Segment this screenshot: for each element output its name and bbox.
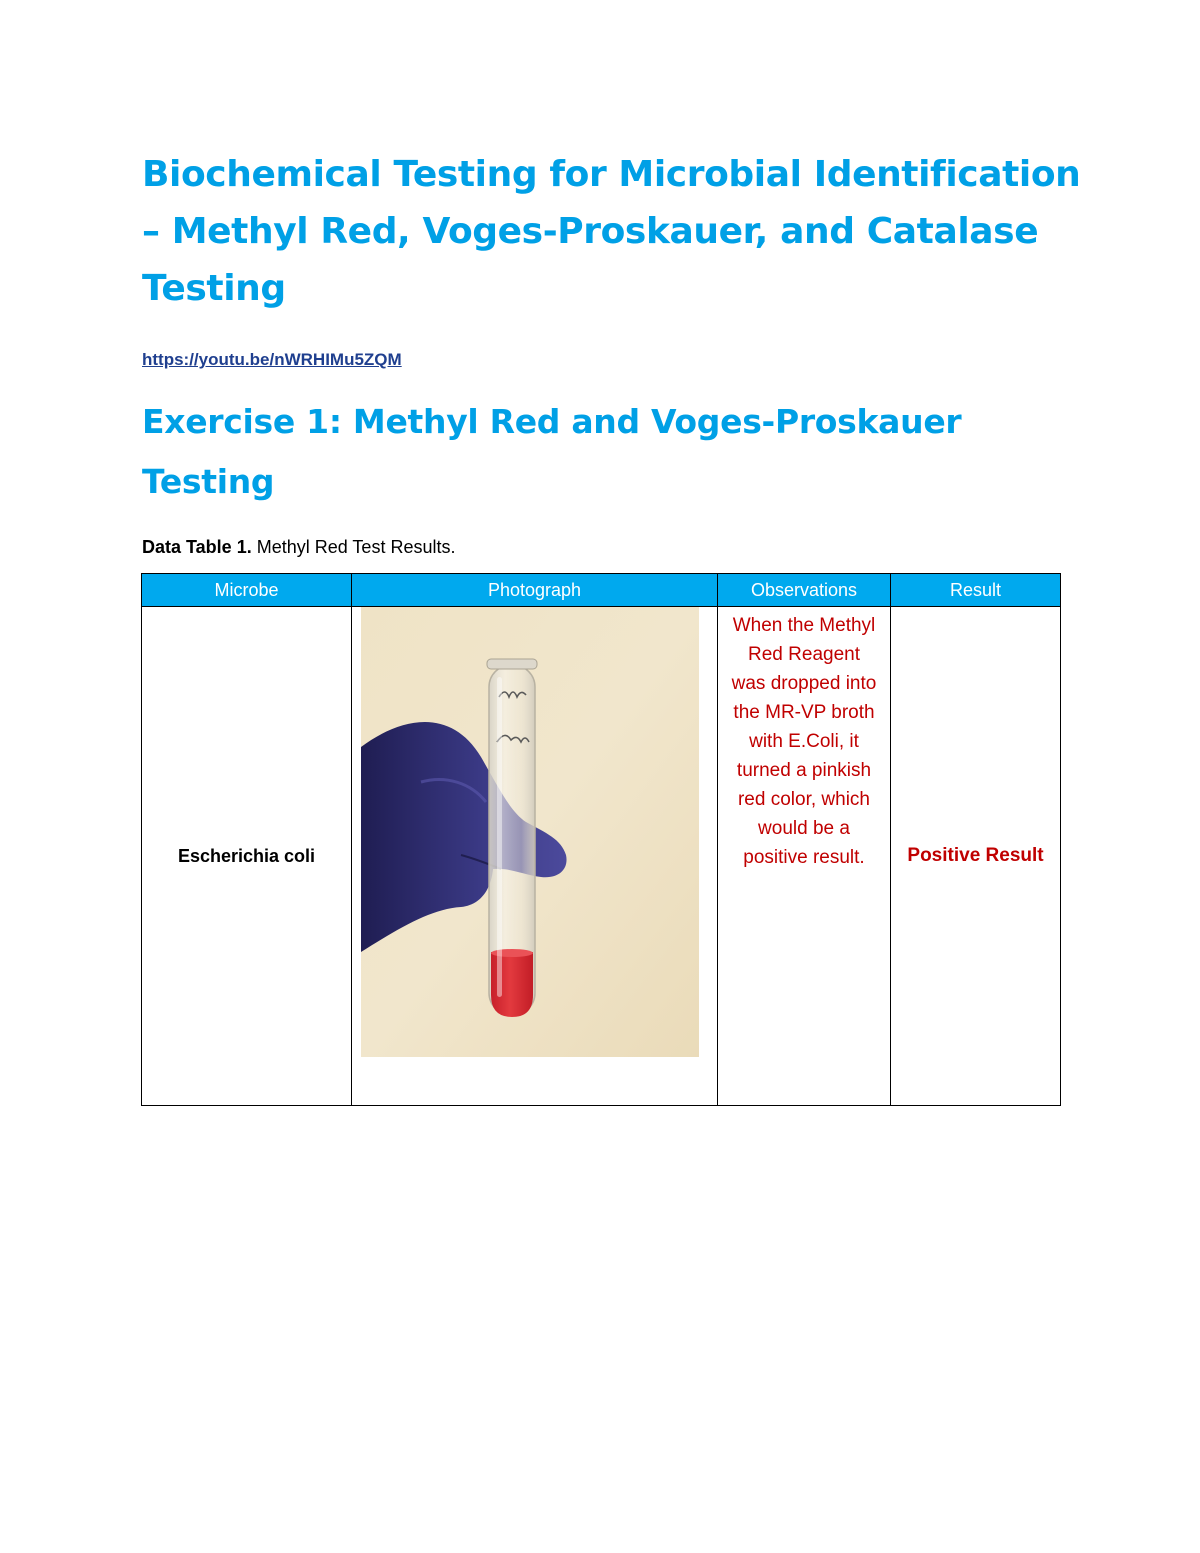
result-cell: Positive Result [891, 607, 1061, 1106]
table-caption [142, 537, 455, 558]
document-title: Biochemical Testing for Microbial Identification – Methyl Red, Voges-Proskauer, and Catalase Testing [142, 154, 1081, 309]
observations-text: When the Methyl Red Reagent was dropped into the MR-VP broth with E.Coli, it turned a pinkish red color, which would be a positive result. [731, 615, 877, 868]
observations-cell [718, 607, 891, 1106]
photograph-cell [352, 607, 718, 1106]
header-photograph: Photograph [352, 574, 718, 607]
video-link[interactable]: https://youtu.be/nWRHIMu5ZQM [142, 350, 402, 369]
test-tube-photo [361, 607, 699, 1057]
microbe-cell: Escherichia coli [142, 607, 352, 1106]
header-observations: Observations [718, 574, 891, 607]
table-row [142, 607, 1061, 1106]
header-microbe: Microbe [142, 574, 352, 607]
table-caption-text: Methyl Red Test Results. [251, 537, 456, 557]
table-caption-label: Data Table 1. [142, 537, 252, 557]
header-result: Result [891, 574, 1061, 607]
table-header-row [142, 574, 1061, 607]
methyl-red-results-table [141, 573, 1061, 1106]
exercise-heading: Exercise 1: Methyl Red and Voges-Proskauer Testing [142, 402, 962, 501]
